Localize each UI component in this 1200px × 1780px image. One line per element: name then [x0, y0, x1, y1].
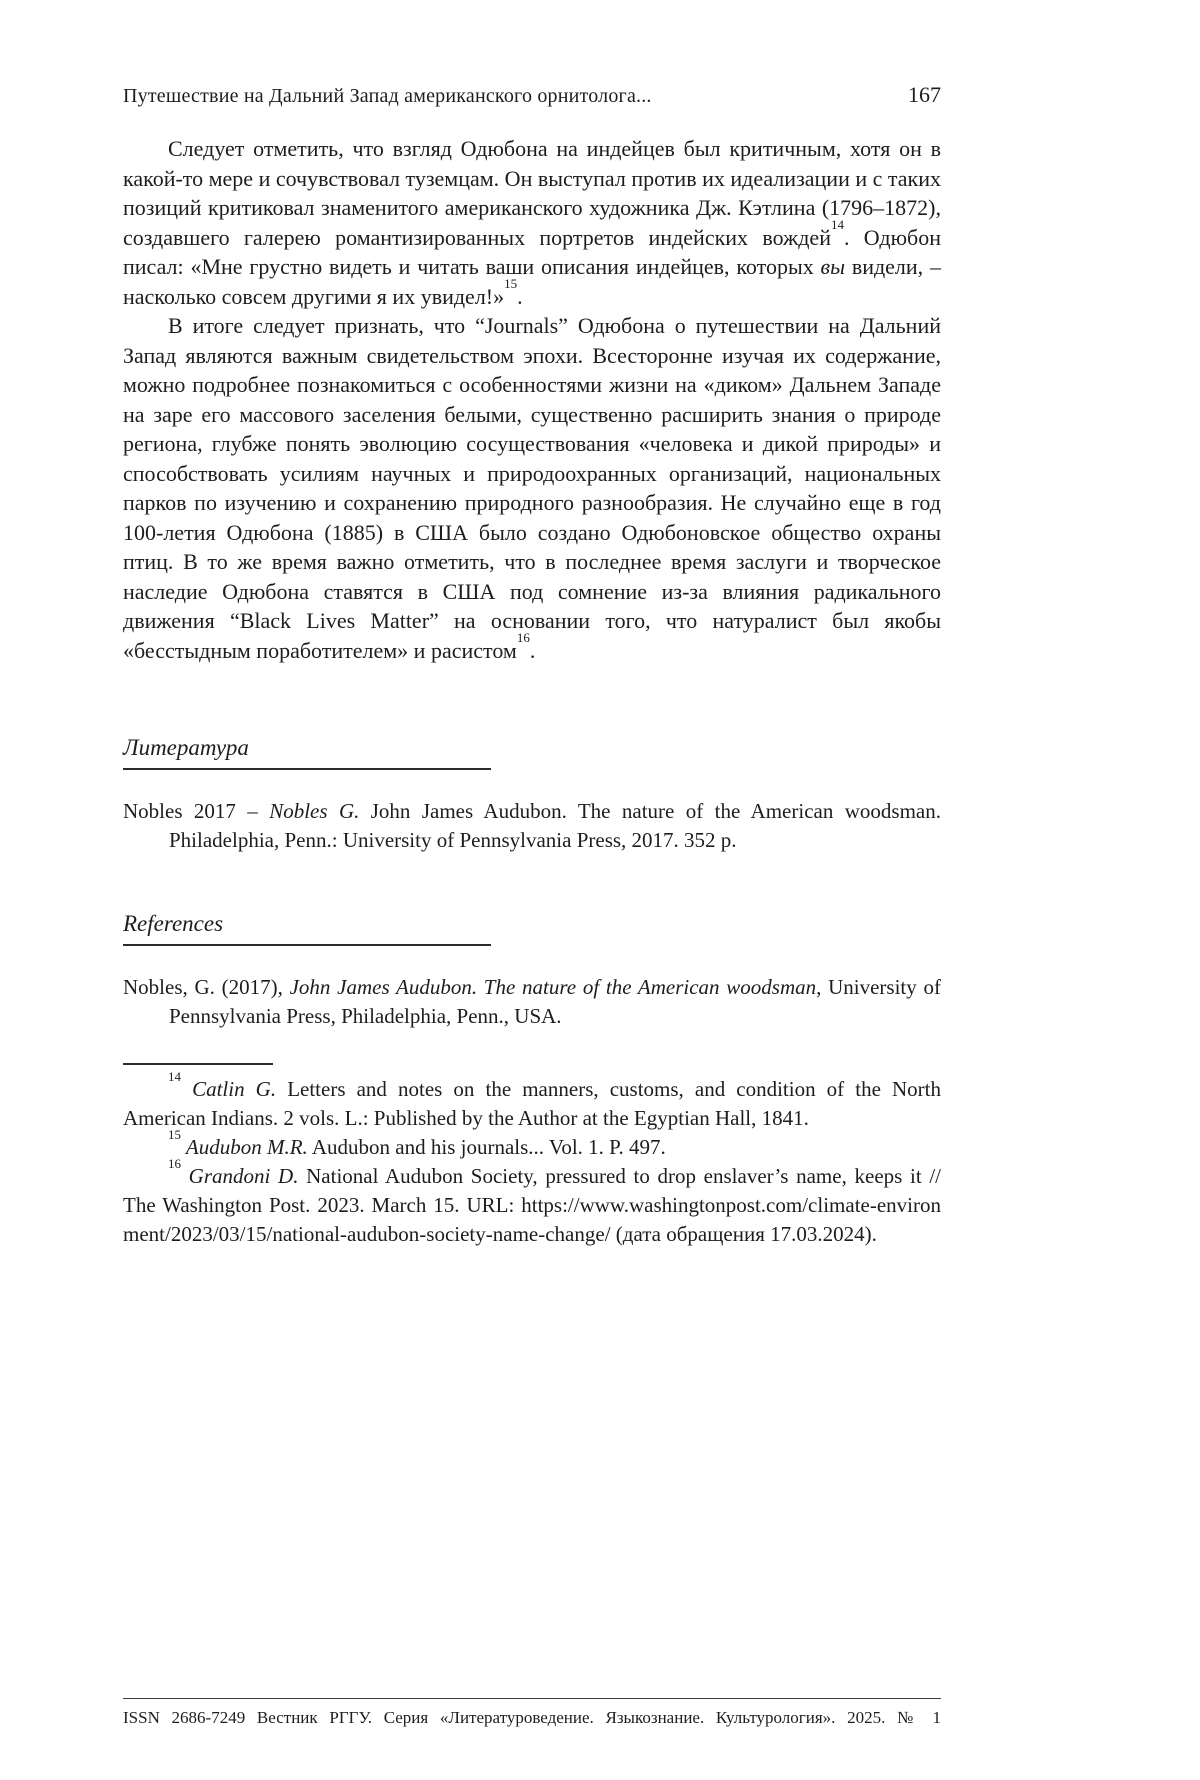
- page-footer: [123, 1698, 941, 1728]
- footnotes-block: [123, 1069, 942, 1249]
- text-run: (дата обращения 17.03.2024).: [610, 1222, 877, 1246]
- title-italic: John James Audubon. The nature of the American woodsman: [289, 975, 817, 999]
- text-run: .: [517, 283, 523, 309]
- heading-rule: [123, 944, 491, 946]
- text-run: . Одюбон писал: «Мне грустно видеть и читать ваши описания индейцев, которых: [123, 224, 941, 279]
- author-italic: Catlin G.: [181, 1077, 277, 1101]
- literature-heading: Литература: [123, 735, 249, 760]
- footnote-marker-14: 14: [830, 217, 844, 233]
- body-paragraph-1: [123, 134, 941, 311]
- footnote-marker-15: 15: [504, 276, 518, 292]
- text-run: National Audubon Society, pressured to drop enslaver’s name, keeps it // The Washington Post. 2023. March 15. URL:: [123, 1164, 942, 1217]
- page-header: [123, 82, 941, 108]
- heading-rule: [123, 768, 491, 770]
- running-title: Путешествие на Дальний Запад американского орнитолога...: [123, 85, 652, 107]
- text-run: Nobles 2017 –: [123, 799, 270, 823]
- literature-entry: [123, 797, 941, 855]
- references-heading: References: [123, 911, 224, 936]
- footnote-url[interactable]: https://www.washingtonpost.com/climate-environment/2023/03/15/national-audubon-society-name-change/: [123, 1193, 941, 1246]
- author-italic: Audubon M.R.: [181, 1135, 308, 1159]
- emphasis-text: вы: [820, 254, 845, 279]
- text-run: Nobles, G. (2017),: [123, 975, 290, 999]
- text-run: .: [529, 637, 536, 663]
- footnote-separator: [123, 1063, 273, 1065]
- text-run: В итоге следует признать, что “Journals” Одюбона о путешествии на Дальний Запад являются важным свидетельством эпохи. Всесторонне изучая их содержание, можно подробнее познакомиться с особенностями жизни на «диком» Дальнем Западе на заре его массового заселения белыми, существенно расширить знания о природе региона, глубже понять эволюцию сосуществования «человека и дикой природы» и способствовать усилиям научных и природоохранных организаций, национальных парков по изучению и сохранению природного разнообразия. Не случайно еще в год 100-летия Одюбона (1885) в США было создано Одюбоновское общество охраны птиц. В то же время важно отметить, что в последнее время заслуги и творческое наследие Одюбона ставятся в США под сомнение из-за влияния радикального движения “Black Lives Matter” на основании того, что натуралист был якобы «бесстыдным поработителем» и расистом: [123, 313, 941, 663]
- footnote-15: [123, 1127, 941, 1162]
- author-italic: Nobles G.: [269, 799, 360, 823]
- text-run: Audubon and his journals... Vol. 1. P. 497.: [307, 1135, 666, 1159]
- literature-section: [123, 735, 941, 855]
- footnote-number: 16: [168, 1156, 181, 1171]
- text-run: , University of Pennsylvania Press, Philadelphia, Penn., USA.: [169, 975, 941, 1028]
- references-entry: [123, 973, 941, 1031]
- footnote-16: [123, 1156, 942, 1249]
- footnote-number: 15: [168, 1127, 181, 1142]
- footnote-number: 14: [168, 1069, 181, 1084]
- text-run: John James Audubon. The nature of the American woodsman. Philadelphia, Penn.: University of Pennsylvania Press, 2017. 352 p.: [169, 799, 941, 852]
- footnote-marker-16: 16: [516, 630, 530, 646]
- article-body: [123, 134, 941, 1249]
- references-section: [123, 911, 941, 1031]
- footnote-14: [123, 1069, 941, 1133]
- text-run: видели, – насколько совсем другими я их увидел!»: [123, 254, 941, 309]
- text-run: Следует отметить, что взгляд Одюбона на индейцев был критичным, хотя он в какой-то мере и сочувствовал туземцам. Он выступал против их идеализации и с таких позиций критиковал знаменитого американского художника Дж. Кэтлина (1796–1872), создавшего галерею романтизированных портретов индейских вождей: [123, 136, 941, 250]
- author-italic: Grandoni D.: [181, 1164, 299, 1188]
- footer-text: ISSN 2686-7249 Вестник РГГУ. Серия «Литературоведение. Языкознание. Культурология». 2025. № 1: [123, 1708, 941, 1727]
- page-number: 167: [908, 82, 941, 107]
- text-run: Letters and notes on the manners, customs, and condition of the North American Indians. 2 vols. L.: Published by the Author at the Egyptian Hall, 1841.: [123, 1077, 941, 1130]
- body-paragraph-2: [123, 311, 941, 665]
